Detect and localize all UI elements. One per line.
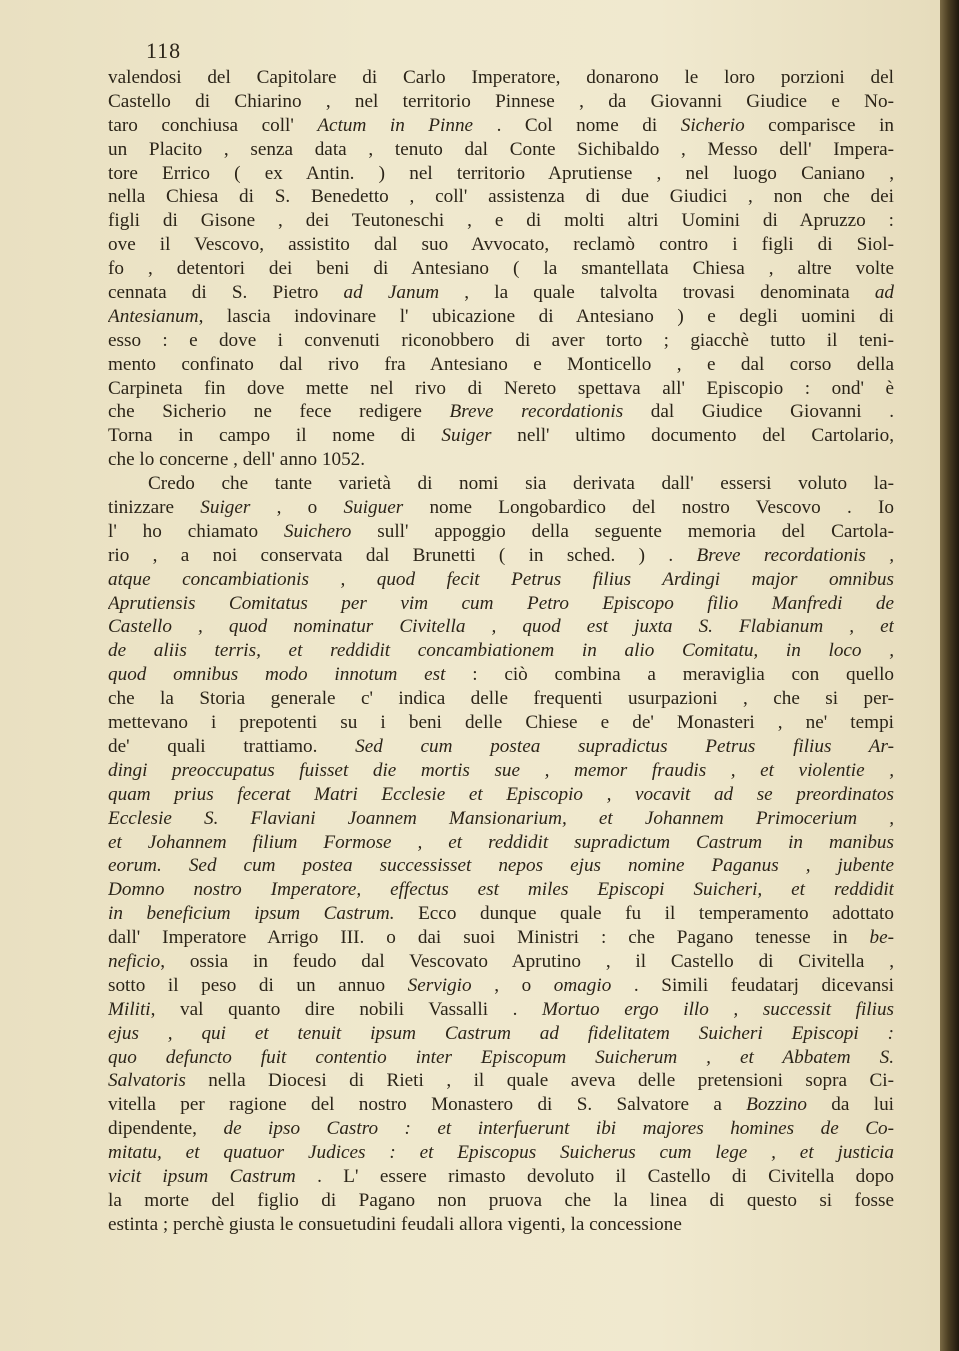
text-line: [108, 424, 894, 448]
text-line: [108, 233, 894, 257]
text-line: [108, 854, 894, 878]
text-line: [108, 831, 894, 855]
text-line: [108, 329, 894, 353]
text-body: [108, 66, 894, 1237]
italic-text: de ipso Castro : et interfuerunt ibi majores homines de Co-: [223, 1118, 894, 1140]
italic-text: Antesianum: [108, 305, 199, 327]
text-segment: valendosi del Capitolare di Carlo Imperatore, donarono le loro porzioni del: [108, 67, 894, 88]
text-segment: sull' appoggio della seguente memoria del Cartola-: [351, 520, 894, 542]
text-line: [108, 1165, 894, 1189]
italic-text: eorum. Sed cum postea successisset nepos ejus nomine Paganus , jubente: [108, 855, 894, 877]
italic-text: Salvatoris: [108, 1070, 186, 1092]
italic-text: Militi: [108, 998, 151, 1020]
italic-text: neficio: [108, 950, 161, 972]
text-segment: la morte del figlio di Pagano non pruova che la linea di questo si fosse: [108, 1189, 894, 1211]
text-segment: . Simili feudatarj dicevansi: [611, 974, 894, 996]
text-line: [108, 1213, 894, 1237]
text-segment: , la quale talvolta trovasi denominata: [439, 282, 875, 304]
text-line: [108, 902, 894, 926]
text-segment: estinta ; perchè giusta le consuetudini feudali allora vigenti, la concessione: [108, 1213, 682, 1235]
text-line: [108, 974, 894, 998]
text-segment: nella Chiesa di S. Benedetto , coll' assistenza di due Giudici , non che dei: [108, 186, 894, 208]
text-line: [108, 950, 894, 974]
italic-text: Suiger: [200, 497, 251, 519]
italic-text: atque concambiationis , quod fecit Petrus filius Ardingi major omnibus: [108, 568, 894, 590]
text-line: [108, 377, 894, 401]
text-line: [108, 1141, 894, 1165]
text-segment: vitella per ragione del nostro Monastero di S. Salvatore a: [108, 1094, 747, 1116]
italic-text: in beneficium ipsum Castrum.: [108, 903, 395, 925]
text-line: [108, 472, 894, 496]
text-line: [108, 1022, 894, 1046]
text-line: [108, 783, 894, 807]
text-segment: sotto il peso di un annuo: [108, 974, 408, 996]
text-line: [108, 400, 894, 424]
italic-text: Mortuo ergo illo , successit filius: [542, 998, 894, 1020]
text-line: [108, 663, 894, 687]
page-text: [108, 40, 894, 1237]
text-segment: . Col nome di: [473, 114, 681, 136]
text-segment: tinizzare: [108, 497, 201, 519]
text-line: [108, 448, 894, 472]
text-segment: Ecco dunque quale fu il temperamento adottato: [394, 903, 894, 925]
italic-text: Aprutiensis Comitatus per vim cum Petro Episcopo filio Manfredi de: [108, 592, 894, 614]
text-segment: Credo che tante varietà di nomi sia derivata dall' essersi voluto la-: [148, 473, 894, 495]
text-line: [108, 305, 894, 329]
text-line: [108, 1117, 894, 1141]
text-line: [108, 639, 894, 663]
text-segment: cennata di S. Pietro: [108, 282, 344, 304]
text-line: [108, 1093, 894, 1117]
italic-text: Ecclesie S. Flaviani Joannem Mansionarium, et Johannem Primocerium ,: [108, 807, 894, 829]
text-line: [108, 496, 894, 520]
text-line: [108, 162, 894, 186]
text-line: [108, 90, 894, 114]
italic-text: vicit ipsum Castrum: [108, 1165, 296, 1187]
text-line: [108, 759, 894, 783]
text-line: [108, 185, 894, 209]
italic-text: Suiguer: [343, 497, 404, 519]
italic-text: ejus , qui et tenuit ipsum Castrum ad fidelitatem Suicheri Episcopi :: [108, 1022, 894, 1044]
text-line: [108, 615, 894, 639]
text-segment: un Placito , senza data , tenuto dal Conte Sichibaldo , Messo dell' Impera-: [108, 138, 894, 160]
text-line: [108, 257, 894, 281]
text-segment: , o: [471, 974, 554, 996]
text-segment: taro conchiusa coll': [108, 114, 318, 136]
text-line: [108, 735, 894, 759]
text-line: [108, 711, 894, 735]
text-line: [108, 138, 894, 162]
italic-text: Breve recordationis: [449, 401, 624, 423]
italic-text: quam prius fecerat Matri Ecclesie et Episcopio , vocavit ad se preordinatos: [108, 783, 894, 805]
text-segment: mettevano i prepotenti su i beni delle Chiese e de' Monasteri , ne' tempi: [108, 712, 894, 734]
text-line: [108, 520, 894, 544]
italic-text: dingi preoccupatus fuisset die mortis sue , memor fraudis , et violentie ,: [108, 759, 894, 781]
text-segment: dal Giudice Giovanni .: [623, 401, 894, 423]
text-segment: figli di Gisone , dei Teutoneschi , e di molti altri Uomini di Apruzzo :: [108, 210, 894, 232]
text-segment: , val quanto dire nobili Vassalli .: [150, 998, 543, 1020]
italic-text: Suichero: [283, 520, 352, 542]
text-line: [108, 281, 894, 305]
italic-text: Breve recordationis ,: [696, 544, 894, 566]
text-line: [108, 926, 894, 950]
text-segment: che la Storia generale c' indica delle frequenti usurpazioni , che si per-: [108, 688, 894, 710]
text-line: [108, 114, 894, 138]
text-segment: . L' essere rimasto devoluto il Castello di Civitella dopo: [295, 1165, 894, 1187]
text-segment: comparisce in: [744, 114, 894, 136]
italic-text: de aliis terris, et reddidit concambiationem in alio Comitatu, in loco ,: [108, 640, 894, 662]
text-line: [108, 1069, 894, 1093]
text-segment: ove il Vescovo, assistito dal suo Avvocato, reclamò contro i figli di Siol-: [108, 234, 894, 256]
text-segment: nome Longobardico del nostro Vescovo . Io: [403, 497, 894, 519]
text-segment: l' ho chiamato: [108, 520, 284, 542]
text-segment: mento confinato dal rivo fra Antesiano e Monticello , e dal corso della: [108, 353, 894, 375]
text-segment: nella Diocesi di Rieti , il quale aveva delle pretensioni sopra Ci-: [185, 1070, 894, 1092]
italic-text: omagio: [553, 974, 612, 996]
text-line: [108, 353, 894, 377]
italic-text: Suiger: [441, 425, 492, 447]
italic-text: Sicherio: [680, 114, 745, 136]
text-segment: Castello di Chiarino , nel territorio Pinnese , da Giovanni Giudice e No-: [108, 90, 894, 112]
italic-text: ad: [874, 282, 894, 304]
italic-text: Bozzino: [746, 1094, 807, 1116]
text-segment: , o: [250, 497, 344, 519]
italic-text: quo defuncto fuit contentio inter Episcopum Suicherum , et Abbatem S.: [108, 1046, 894, 1068]
text-line: [108, 1046, 894, 1070]
text-segment: de' quali trattiamo.: [108, 735, 356, 757]
text-line: [108, 998, 894, 1022]
italic-text: Sed cum postea supradictus Petrus filius Ar-: [355, 735, 894, 757]
text-line: [108, 66, 894, 90]
italic-text: et Johannem filium Formose , et reddidit supradictum Castrum in manibus: [108, 831, 894, 853]
text-segment: Torna in campo il nome di: [108, 425, 442, 447]
text-segment: esso : e dove i convenuti riconobbero di aver torto ; giacchè tutto il teni-: [108, 329, 894, 351]
text-segment: fo , detentori dei beni di Antesiano ( la smantellata Chiesa , altre volte: [108, 258, 894, 280]
text-segment: dipendente,: [108, 1118, 224, 1140]
page-number: 118: [146, 38, 182, 63]
text-segment: da lui: [806, 1094, 894, 1116]
text-segment: , ossia in feudo dal Vescovato Aprutino , il Castello di Civitella ,: [160, 950, 894, 972]
text-line: [108, 807, 894, 831]
text-line: [108, 687, 894, 711]
text-segment: che lo concerne , dell' anno 1052.: [108, 449, 366, 471]
italic-text: Servigio: [407, 974, 472, 996]
text-segment: : ciò combina a meraviglia con quello: [445, 664, 894, 686]
text-segment: nell' ultimo documento del Cartolario,: [491, 425, 894, 447]
text-line: [108, 568, 894, 592]
text-segment: , lascia indovinare l' ubicazione di Antesiano ) e degli uomini di: [198, 305, 894, 327]
text-segment: tore Errico ( ex Antin. ) nel territorio Aprutiense , nel luogo Caniano ,: [108, 162, 894, 184]
italic-text: ad Janum: [343, 282, 440, 304]
italic-text: Domno nostro Imperatore, effectus est miles Episcopi Suicheri, et reddidit: [108, 879, 894, 901]
text-line: [108, 1189, 894, 1213]
italic-text: mitatu, et quatuor Judices : et Episcopus Suicherus cum lege , et justicia: [108, 1142, 894, 1164]
italic-text: Castello , quod nominatur Civitella , quod est juxta S. Flabianum , et: [108, 616, 894, 638]
text-segment: Carpineta fin dove mette nel rivo di Nereto spettava all' Episcopio : ond' è: [108, 377, 894, 399]
text-line: [108, 878, 894, 902]
book-gutter: [940, 0, 959, 1351]
text-line: [108, 209, 894, 233]
text-line: [108, 544, 894, 568]
text-segment: rio , a noi conservata dal Brunetti ( in sched. ) .: [108, 544, 697, 566]
text-segment: dall' Imperatore Arrigo III. o dai suoi Ministri : che Pagano tenesse in: [108, 927, 870, 949]
text-line: [108, 592, 894, 616]
italic-text: be-: [869, 927, 894, 949]
italic-text: quod omnibus modo innotum est: [108, 664, 446, 686]
text-segment: che Sicherio ne fece redigere: [108, 401, 450, 423]
italic-text: Actum in Pinne: [317, 114, 474, 136]
